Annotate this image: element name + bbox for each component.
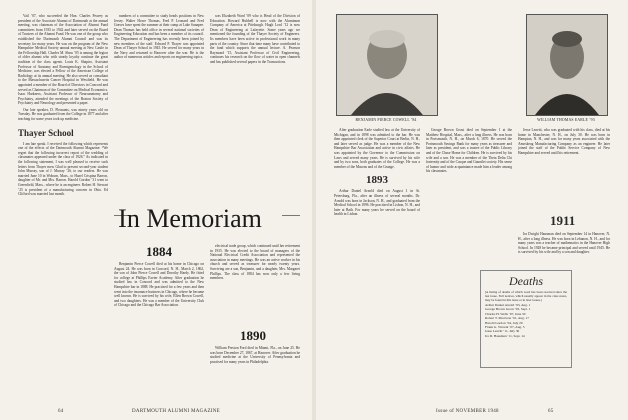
left-column-3 (210, 14, 300, 199)
page-number: 65 (548, 409, 554, 414)
left-page (0, 0, 312, 420)
column-text: was Elizabeth Ward ’09 who is Head of the Division of Education. Howard Hubbell is now with the Aluminum Company of America at Pittsburgh. Hugh Lord ’12 is now Dean of Engineering at Lafayette. Some years ago we mentioned the founding of the Thayer Society of Engineers. Its members have been active in professional work in many parts of the country. Since that time many have contributed to the fund which supports the annual lecture. A. Pearson Raymond ’15, Assistant Professor of Civil Engineering, continues his research on the flow of water in open channels and has published several papers in the Transactions. (210, 14, 300, 64)
class-year-heading: 1890 (240, 328, 266, 343)
obituary-column-b2 (210, 346, 300, 402)
class-year-heading: 1893 (366, 174, 388, 187)
obituary-text: Benjamin Pierce Cowell died at his home in Chicago on August 24. He was born in Concord, N. H., March 2, 1862, the son of John Pierce Cowell and Dorothy Hardy. He fitted for college at Phillips Exeter Academy. After graduation he studied law in Concord and was admitted to the New Hampshire bar in 1888. He practised for a few years and then went into the insurance business in Chicago, where he became well known. He is survived by his wife, Ellen Brown Cowell, and two daughters. He was a member of the University Club of Chicago and the Chicago Bar Association. (114, 262, 204, 308)
list-item: Charles H. Wells ’97, June 30 (485, 311, 526, 316)
list-item: George Brown Grout ’93, Sept. 1 (485, 307, 531, 312)
right-page (316, 0, 628, 420)
list-item: Arthur Daniel Arnold ’93, Aug. 1 (485, 303, 531, 307)
obituary-column-b (210, 244, 300, 324)
list-item: Robert T. Morrison ’01, Aug. 17 (485, 316, 529, 321)
obituary-text: Jesse Leavitt, who was graduated with his class, died at his home in Manchester, N. H., on July 30. He was born in Hampton, N. H., and was for many years associated with the Amoskeag Manufacturing Company as an engineer. He later joined the staff of the Public Service Company of New Hampshire and served until his retirement. (518, 128, 610, 155)
deaths-note: [A listing of deaths of which word has been received since the last issue. Full notices, which usually appear in the class notes, may be found in this issue or in later issues.] (485, 290, 567, 302)
obituary-text: William Preston Ford died in Miami, Fla., on June 25. He was born December 27, 1867, at Hanover. After graduation he studied medicine at the University of Pennsylvania and practised for many years in Philadelphia. (210, 346, 300, 364)
column-text: Vail ’07, who succeeded the Hon. Charles Peavey as president of the Associate Alumni of Dartmouth at the annual meeting, was chairman of the Association of Alumni Fund committees from 1935 to 1942 and later served on the Board of Trustees of the Alumni Fund. He was one of the group who established the Dartmouth Alumni Council and was its secretary for many years. He was on the program of the New Hampshire Medical Society annual meeting at New Castle in the Fellowship Hall. Charles M. Shaw ’05 is among the legion of older alumni who with steady loyalty continue the great tradition of the class agents. Louis K. Shapiro, Assistant Professor of Anatomy and Roentgenology in the School of Medicine, was elected a Fellow of the American College of Radiology at its annual meeting. He also served as consultant to the Massachusetts Cancer Hospital in Westfield. He was appointed a member of the Board of Directors in Concord and served as Chairman of the Committee on Medical Economics. Isaac Harkness, Assistant Professor of Neuroanatomy and Psychiatry, attended the meetings of the Boston Society of Psychiatry and Neurology and presented a paper. (18, 14, 108, 106)
obituary-text: Arthur Daniel Arnold died on August 1 in St. Petersburg, Fla., after an illness of several months. Dr. Arnold was born in Jackson, N. H., and graduated from the Medical School in 1896. He practised in Lisbon, N. H., and later at Bath. For many years he served on the board of health in Lisbon. (334, 189, 420, 217)
portrait-photo-earle (526, 14, 608, 116)
list-item: Harold Gordon ’04, July 20 (485, 320, 523, 325)
in-memoriam-title: In Memoriam (118, 204, 262, 233)
photo-caption: BENJAMIN PIERCE COWELL ’84 (355, 118, 417, 122)
right-column-3 (518, 128, 610, 208)
magazine-folio: DARTMOUTH ALUMNI MAGAZINE (132, 409, 221, 414)
class-year-heading: 1911 (550, 213, 576, 228)
obituary-text: Ira Dwight Hausman died on September 14 in Hanover, N. H., after a long illness. He was born in Lebanon, N. H., and for many years was a teacher of mathematics in the Hanover High School. In 1928 he became principal and served until 1945. He is survived by his wife and by a son and daughter. (518, 232, 610, 255)
list-item: Frank G. Vincent ’07, Aug. 3 (485, 325, 525, 330)
column-text: numbers of a committee to study heads positions in New Jersey. Walter Howe Thomas, Fred P. Leonard and Fred Graves have spent the summer at their camp at Lake Sunapee. Dean Thomas has held office in several national societies of Engineering Education and has been a member of its council. The Department of Engineering has recently been joined by new members of the staff. Edward P. Thayer was appointed Dean of Thayer School in 1945. He served for many years in the Navy and returned to Hanover after the war. He is the author of numerous articles and reports on engineering topics. (114, 14, 204, 60)
column-text: Our late speaker, D. Pleasants, was ninety years old on Tuesday. He was graduated from the College in 1877 and after teaching for some years took up medicine. (18, 107, 108, 122)
magazine-folio: Issue of NOVEMBER 1948 (436, 409, 499, 414)
right-column-1 (334, 128, 420, 406)
obituary-text: George Brown Grout died on September 1 at the Matthew Hospital, Mass., after a long illness. He was born in Portsmouth, N. H., on March 6, 1870. He served the Portsmouth Savings Bank for many years as treasurer and later as president, and was a trustee of the Public Library and of the Chase Home for Children. He is survived by his wife and a son. He was a member of the Theta Delta Chi fraternity and of the Casque and Gauntlet society. His sense of humor and wide acquaintance made him a leader among his classmates. (426, 128, 512, 174)
list-item: Jesse Leavitt ’11, July 30 (485, 329, 520, 334)
obituary-column-a (114, 262, 204, 402)
list-item: Ira D. Hausman ’11, Sept. 14 (485, 333, 525, 338)
deaths-title: Deaths (509, 274, 543, 288)
column-text: I am late speak. I received the following which represents one of the effects of the Dartmouth Alumni Magazine: “We regret that the following incorrect report of the wedding of classmates appeared under the class of 1926.” As indicated in the following statement, I was well pleased to receive such letters from Thayer men. Glad to present second-year student John Murray, son of J. Murray ’26, to our readers. He was married June 10 in Woburn, Mass., to Hazel Crispina Barron, daughter of Mr. and Mrs. Barron. Harold Gordon ’31 went to Greenfield, Mass., where he is an engineer. Robert H. Stewart ’25 is president of a manufacturing concern in Ohio. Ed Clifford was married last month. (18, 141, 108, 197)
left-column-2 (114, 14, 204, 199)
page-number: 64 (58, 409, 64, 414)
deaths-list (481, 303, 571, 338)
portrait-photo-cowell (336, 14, 438, 116)
obituary-text: electrical trade group, which continued until her retirement in 1935. He was elected to the board of managers of the National Electrical Credit Association and represented the association in many meetings. He was an active worker in his church and served as treasurer for nearly twenty years. Surviving are a son, Benjamin, and a daughter, Mrs. Margaret Phillips. The class of 1884 has now only a few living members. (210, 244, 300, 281)
photo-caption: WILLIAM THOMAS EARLE ’93 (537, 118, 595, 122)
section-heading: Thayer School (18, 127, 74, 138)
class-year-heading: 1884 (146, 244, 172, 259)
obituary-text: After graduation Earle studied law at the University of Michigan, and in 1898 was admitted to the bar. He was then appointed clerk of the Superior Court at Berlin, N. H., and later served as judge. He was a member of the New Hampshire Bar Association and active in civic affairs. He was appointed by the Governor to the Commission on Laws and served many years. He is survived by his wife and by two sons, both graduates of the College. He was a member of the Masons and of the Grange. (334, 128, 420, 169)
deaths-box (480, 270, 572, 368)
